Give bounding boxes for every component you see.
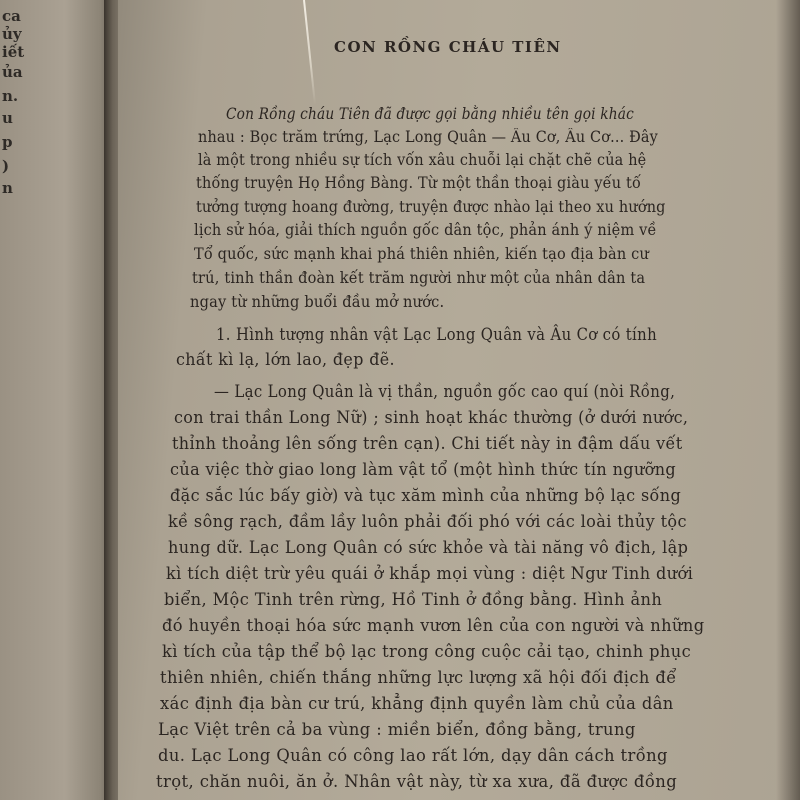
left-fragment: iết — [2, 43, 25, 61]
left-fragment: u — [2, 109, 13, 127]
right-page — [118, 0, 800, 800]
body-line: du. Lạc Long Quân có công lao rất lớn, dạy dân cách trồng — [158, 746, 668, 765]
body-line: kì tích diệt trừ yêu quái ở khắp mọi vùng : diệt Ngư Tinh dưới — [166, 564, 694, 583]
body-line: Lạc Việt trên cả ba vùng : miền biển, đồng bằng, trung — [158, 720, 636, 739]
body-line: đặc sắc lúc bấy giờ) và tục xăm mình của những bộ lạc sống — [170, 486, 682, 505]
body-line: xác định địa bàn cư trú, khẳng định quyền làm chủ của dân — [160, 694, 674, 713]
body-line: con trai thần Long Nữ) ; sinh hoạt khác thường (ở dưới nước, — [174, 408, 689, 427]
intro-line: thống truyện Họ Hồng Bàng. Từ một thần thoại giàu yếu tố — [196, 174, 642, 192]
body-line: — Lạc Long Quân là vị thần, nguồn gốc cao quí (nòi Rồng, — [214, 382, 676, 401]
intro-line: tưởng tượng hoang đường, truyện được nhào lại theo xu hướng — [196, 198, 666, 216]
section-heading-line: chất kì lạ, lớn lao, đẹp đẽ. — [176, 350, 395, 369]
body-line: kề sông rạch, đầm lầy luôn phải đối phó với các loài thủy tộc — [168, 512, 687, 531]
intro-line: Tổ quốc, sức mạnh khai phá thiên nhiên, kiến tạo địa bàn cư — [194, 245, 649, 263]
left-fragment: ca — [2, 7, 21, 25]
intro-line: nhau : Bọc trăm trứng, Lạc Long Quân — Âu Cơ, Âu Cơ... Đây — [198, 128, 658, 146]
body-line: biển, Mộc Tinh trên rừng, Hồ Tinh ở đồng bằng. Hình ảnh — [164, 590, 663, 609]
page-crease — [303, 0, 316, 105]
intro-line: Con Rồng cháu Tiên đã được gọi bằng nhiều tên gọi khác — [226, 105, 634, 123]
left-fragment: n. — [2, 87, 19, 105]
left-fragment: ủy — [2, 25, 22, 43]
left-fragment: ) — [2, 157, 10, 175]
intro-line: lịch sử hóa, giải thích nguồn gốc dân tộc, phản ánh ý niệm về — [194, 221, 657, 239]
body-line: của việc thờ giao long làm vật tổ (một hình thức tín ngưỡng — [170, 460, 677, 479]
body-line: hung dữ. Lạc Long Quân có sức khỏe và tài năng vô địch, lập — [168, 538, 689, 557]
body-line: thỉnh thoảng lên sống trên cạn). Chi tiết này in đậm dấu vết — [172, 434, 683, 453]
left-fragment: p — [2, 133, 13, 151]
section-heading-line: 1. Hình tượng nhân vật Lạc Long Quân và Âu Cơ có tính — [216, 325, 658, 344]
intro-line: trú, tinh thần đoàn kết trăm người như một của nhân dân ta — [192, 269, 646, 287]
intro-line: là một trong nhiều sự tích vốn xâu chuỗi lại chặt chẽ của hệ — [198, 151, 647, 169]
left-fragment: ủa — [2, 63, 23, 81]
body-line: thiên nhiên, chiến thắng những lực lượng xã hội đối địch để — [160, 668, 677, 687]
intro-line: ngay từ những buổi đầu mở nước. — [190, 293, 445, 311]
left-fragment: n — [2, 179, 13, 197]
left-page-text-fragments — [0, 0, 40, 800]
page-title: CON RỒNG CHÁU TIÊN — [334, 38, 562, 56]
body-line: trọt, chăn nuôi, ăn ở. Nhân vật này, từ xa xưa, đã được đồng — [156, 772, 678, 791]
body-line: kì tích của tập thể bộ lạc trong công cuộc cải tạo, chinh phục — [162, 642, 692, 661]
body-line: đó huyền thoại hóa sức mạnh vươn lên của con người và những — [162, 616, 705, 635]
left-page — [0, 0, 118, 800]
